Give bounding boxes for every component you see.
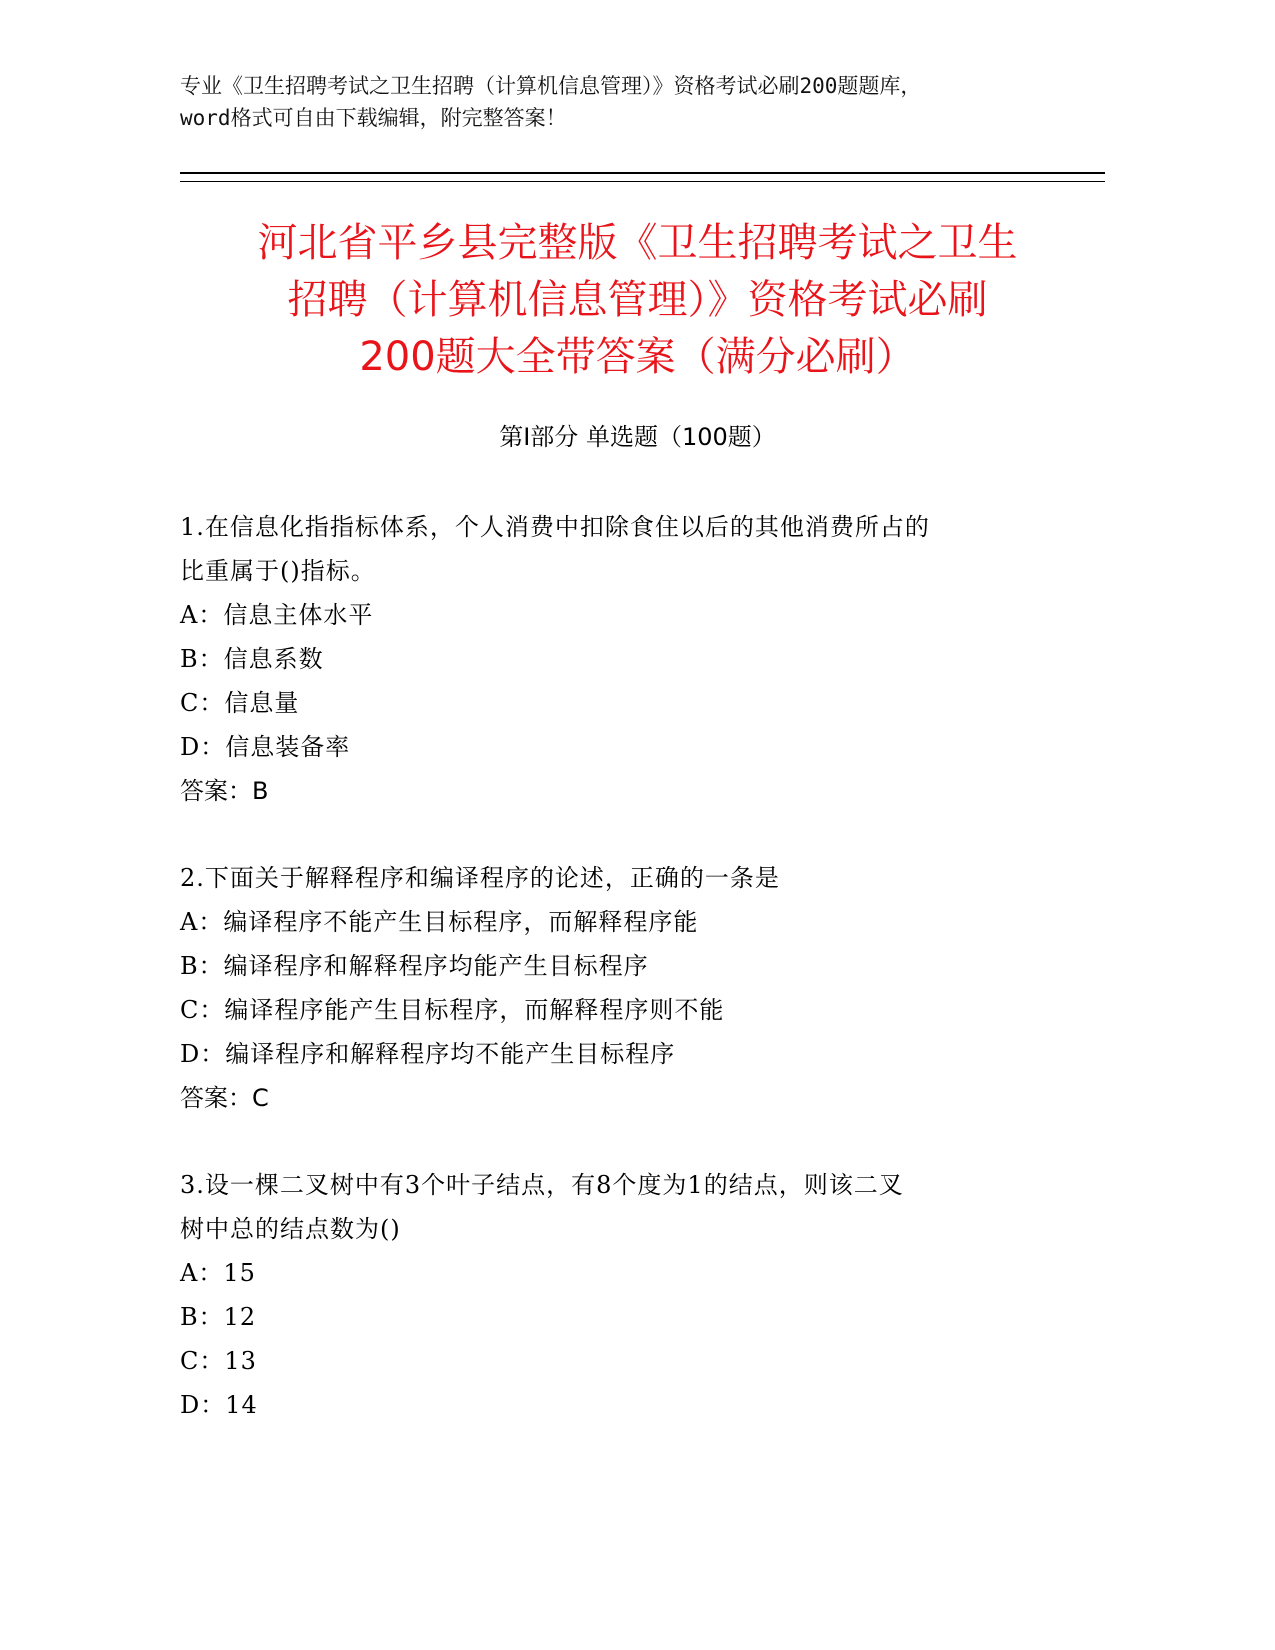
question-stem-line: 1.在信息化指指标体系，个人消费中扣除食住以后的其他消费所占的: [180, 513, 930, 541]
option-a: A：信息主体水平: [180, 601, 374, 629]
question-stem-line: 2.下面关于解释程序和编译程序的论述，正确的一条是: [180, 864, 780, 892]
option-d: D：信息装备率: [180, 733, 351, 761]
document-title: [150, 215, 1125, 386]
answer: 答案：B: [180, 777, 269, 805]
option-a: A：编译程序不能产生目标程序，而解释程序能: [180, 908, 699, 936]
question-stem-line: 树中总的结点数为(): [180, 1215, 401, 1243]
question-list: [180, 505, 1115, 1427]
answer: 答案：C: [180, 1084, 269, 1112]
header-divider-thin: [180, 181, 1105, 182]
header-divider-thick: [180, 172, 1105, 174]
question-2: [180, 856, 1115, 1120]
option-b: B：编译程序和解释程序均能产生目标程序: [180, 952, 649, 980]
option-c: C：编译程序能产生目标程序，而解释程序则不能: [180, 996, 725, 1024]
title-line-1: 河北省平乡县完整版《卫生招聘考试之卫生: [257, 220, 1018, 266]
question-3: [180, 1163, 1115, 1427]
header-line-2: word格式可自由下载编辑，附完整答案！: [180, 106, 567, 130]
option-b: B：信息系数: [180, 645, 324, 673]
section-title: 第Ⅰ部分 单选题（100题）: [499, 423, 776, 451]
title-line-2: 招聘（计算机信息管理）》资格考试必刷: [287, 277, 988, 323]
option-a: A：15: [180, 1259, 256, 1287]
option-d: D：14: [180, 1391, 258, 1419]
question-stem: [180, 505, 1115, 593]
option-b: B：12: [180, 1303, 257, 1331]
question-stem-line: 3.设一棵二叉树中有3个叶子结点，有8个度为1的结点，则该二叉: [180, 1171, 904, 1199]
question-stem-line: 比重属于()指标。: [180, 557, 376, 585]
option-d: D：编译程序和解释程序均不能产生目标程序: [180, 1040, 676, 1068]
question-stem: [180, 856, 1115, 900]
option-c: C：信息量: [180, 689, 300, 717]
question-spacer: [180, 813, 1115, 856]
question-spacer: [180, 1120, 1115, 1163]
question-stem: [180, 1163, 1115, 1251]
header-line-1: 专业《卫生招聘考试之卫生招聘（计算机信息管理）》资格考试必刷200题题库，: [180, 74, 922, 98]
title-line-3: 200题大全带答案（满分必刷）: [359, 334, 916, 380]
document-header: [180, 70, 1110, 134]
option-c: C：13: [180, 1347, 257, 1375]
question-1: [180, 505, 1115, 813]
